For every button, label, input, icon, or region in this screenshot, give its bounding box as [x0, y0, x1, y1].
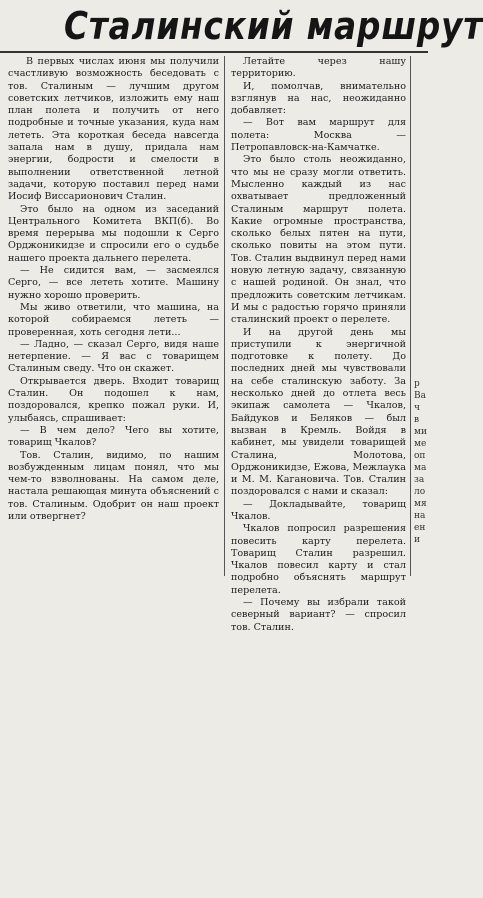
headline-rule	[0, 51, 428, 53]
paragraph: Чкалов попросил разрешения повесить карту перелета. Товарищ Сталин разрешил. Чкалов повесил карту и стал подробно объяснять маршрут перелета.	[231, 523, 406, 596]
paragraph: — В чем дело? Чего вы хотите, товарищ Чкалов?	[8, 424, 219, 449]
paragraph: — Докладывайте, товарищ Чкалов.	[231, 498, 406, 522]
text-fragment: ма	[414, 463, 427, 473]
text-fragment: на	[414, 511, 426, 521]
paragraph: Открывается дверь. Входит товарищ Сталин. Он подошел к нам, поздоровался, крепко пожал руки. И, улыбаясь, спрашивает:	[8, 375, 219, 424]
text-fragment: ен	[414, 523, 426, 533]
paragraph: — Ладно, — сказал Серго, видя наше нетерпение. — Я вас с товарищем Сталиным сведу. Что он скажет.	[8, 338, 219, 375]
article-column-left	[8, 56, 219, 576]
column-divider	[410, 56, 411, 576]
paragraph: — Не сидится вам, — засмеялся Серго, — все лететь хотите. Машину нужно хорошо проверить.	[8, 265, 219, 301]
text-fragment: за	[414, 475, 425, 485]
text-fragment: р	[414, 379, 420, 389]
text-fragment: Ва	[414, 391, 426, 401]
headline: Сталинский маршрут	[64, 4, 483, 48]
text-fragment: в	[414, 415, 420, 425]
text-fragment: ч	[414, 403, 420, 413]
text-fragment: и	[414, 535, 420, 545]
text-fragment: оп	[414, 451, 426, 461]
text-fragment: ло	[414, 487, 426, 497]
paragraph: — Почему вы избрали такой северный вариант? — спросил тов. Сталин.	[231, 597, 406, 633]
paragraph: В первых числах июня мы получили счастливую возможность беседовать с тов. Сталиным — лучшим другом советских летчиков, изложить ему наш план полета и получить от него подробные и точные указания, куда нам лететь. Эта короткая беседа навсегда запала нам в душу, придала нам энергии, бодрости и смелости в выполнении ответственной летной задачи, которую поставил перед нами Иосиф Виссарионович Сталин.	[8, 56, 219, 203]
paragraph: Тов. Сталин, видимо, по нашим возбужденным лицам понял, что мы чем-то взволнованы. На самом деле, настала решающая минута объяснений с тов. Сталиным. Одобрит он наш проект или отвергнет?	[8, 449, 219, 522]
text-fragment: ме	[414, 439, 427, 449]
text-fragment: мя	[414, 499, 427, 509]
paragraph: Это было столь неожиданно, что мы не сразу могли ответить. Мысленно каждый из нас охватывает предложенный Сталиным маршрут полета. Какие огромные пространства, сколько белых пятен на пути, сколько повиты на этом пути. Тов. Сталин выдвинул перед нами новую летную задачу, связанную с нашей родиной. Он знал, что предложить советским летчикам. И мы с радостью горячо приняли сталинский проект о перелете.	[231, 154, 406, 326]
article-column-right	[231, 56, 406, 633]
paragraph: — Вот вам маршрут для полета: Москва — Петропавловск-на-Камчатке.	[231, 117, 406, 154]
cropped-adjacent-column	[414, 378, 428, 898]
paragraph: И на другой день мы приступили к энергичной подготовке к полету. До последних дней мы чувствовали на себе сталинскую заботу. За несколько дней до отлета весь экипаж самолета — Чкалов, Байдуков и Беляков — был вызван в Кремль. Войдя в кабинет, мы увидели товарищей Сталина, Молотова, Орджоникидзе, Ежова, Межлаука и М. М. Кагановича. Тов. Сталин поздоровался с нами и сказал:	[231, 326, 406, 498]
column-divider	[224, 56, 225, 576]
paragraph: Это было на одном из заседаний Центрального Комитета ВКП(б). Во время перерыва мы подошли к Серго Орджоникидзе и спросили его о судьбе нашего проекта дальнего перелета.	[8, 203, 219, 264]
text-fragment: ми	[414, 427, 427, 437]
paragraph: И, помолчав, внимательно взглянув на нас, неожиданно добавляет:	[231, 80, 406, 117]
paragraph: Летайте через нашу территорию.	[231, 56, 406, 80]
paragraph: Мы живо ответили, что машина, на которой собираемся лететь — проверенная, хоть сегодня лети...	[8, 301, 219, 338]
